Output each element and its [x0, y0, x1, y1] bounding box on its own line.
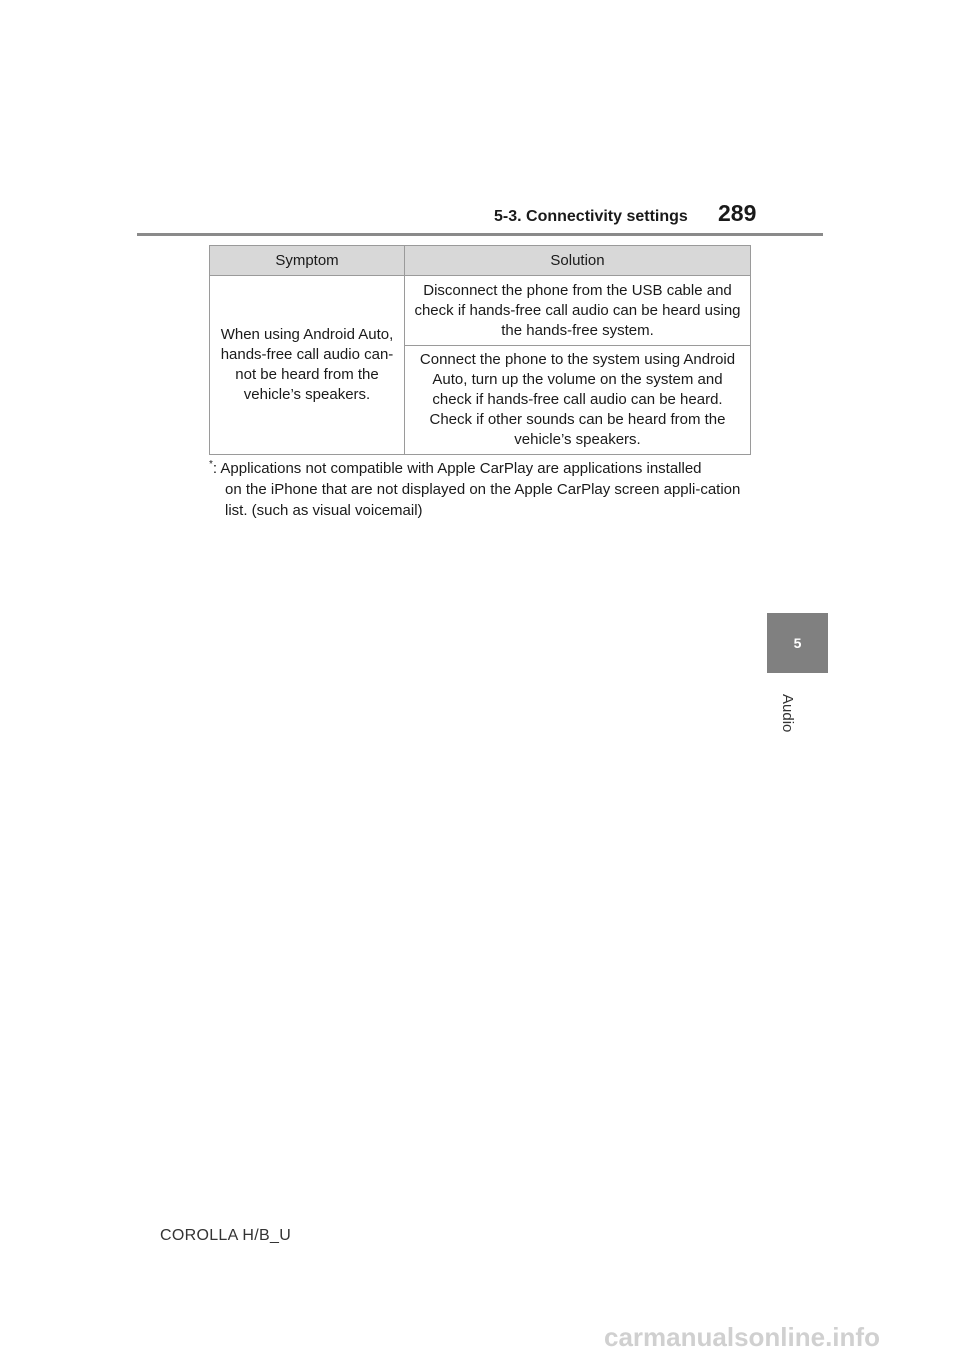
section-title: 5-3. Connectivity settings: [494, 208, 688, 225]
table-header-row: [210, 246, 751, 276]
column-header-symptom: Symptom: [210, 246, 405, 276]
solution-cell: Connect the phone to the system using Android Auto, turn up the volume on the system and check if hands-free call audio can be heard. Check if other sounds can be heard from the vehicle’s speakers.: [405, 346, 751, 455]
watermark: carmanualsonline.info: [604, 1322, 880, 1352]
page-number: 289: [718, 200, 757, 226]
table-row: [210, 276, 751, 346]
troubleshooting-table: [209, 245, 751, 455]
chapter-tab: [767, 613, 828, 673]
column-header-solution: Solution: [405, 246, 751, 276]
header-rule: [137, 233, 823, 236]
footnote-text-line1: : Applications not compatible with Apple CarPlay are applications installed: [212, 460, 702, 477]
symptom-cell: When using Android Auto, hands-free call audio can-not be heard from the vehicle’s speakers.: [210, 276, 405, 455]
chapter-label: [760, 686, 800, 733]
chapter-number: 5: [793, 635, 802, 651]
footnote: [209, 454, 754, 521]
footnote-marker: *: [209, 459, 213, 470]
chapter-label-text: Audio: [779, 694, 796, 733]
solution-cell: Disconnect the phone from the USB cable and check if hands-free call audio can be heard using the hands-free system.: [405, 276, 751, 346]
footer-model: COROLLA H/B_U: [160, 1227, 292, 1244]
footnote-text-rest: on the iPhone that are not displayed on the Apple CarPlay screen appli-cation list. (such as visual voicemail): [225, 481, 741, 519]
